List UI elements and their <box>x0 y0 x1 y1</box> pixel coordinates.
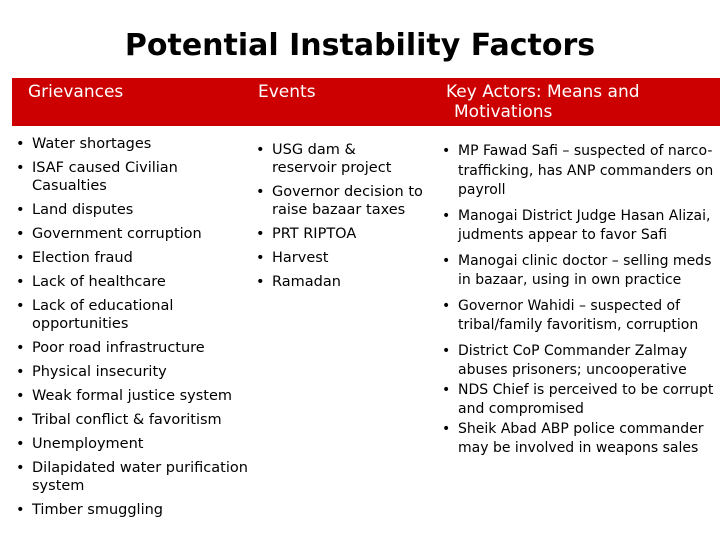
list-item: • Ramadan <box>254 273 424 291</box>
list-item: • Manogai District Judge Hasan Alizai, judments appear to favor Safi <box>440 207 720 246</box>
page-title: Potential Instability Factors <box>124 28 596 63</box>
list-item: • Government corruption <box>14 225 254 243</box>
key-actors-header-line1: Key Actors: Means and <box>446 82 640 102</box>
events-header: Events <box>258 82 316 102</box>
list-item: • Lack of educational opportunities <box>14 297 254 333</box>
list-item: • Lack of healthcare <box>14 273 254 291</box>
list-item: • PRT RIPTOA <box>254 225 424 243</box>
list-item: • Weak formal justice system <box>14 387 254 405</box>
key-actors-list <box>440 142 720 459</box>
events-list <box>254 141 424 297</box>
list-item: • Sheik Abad ABP police commander may be involved in weapons sales <box>440 420 720 459</box>
list-item: • Governor decision to raise bazaar taxes <box>254 183 424 219</box>
grievances-list <box>14 135 254 525</box>
list-item: • USG dam & reservoir project <box>254 141 424 177</box>
key-actors-header-line2: Motivations <box>454 102 553 122</box>
list-item: • ISAF caused Civilian Casualties <box>14 159 254 195</box>
list-item: • MP Fawad Safi – suspected of narco-trafficking, has ANP commanders on payroll <box>440 142 720 201</box>
list-item: • District CoP Commander Zalmay abuses prisoners; uncooperative <box>440 342 720 381</box>
key-actors-header <box>446 82 708 122</box>
grievances-header: Grievances <box>28 82 124 102</box>
list-item: • Land disputes <box>14 201 254 219</box>
list-item: • Harvest <box>254 249 424 267</box>
list-item: • Poor road infrastructure <box>14 339 254 357</box>
list-item: • Physical insecurity <box>14 363 254 381</box>
list-item: • Water shortages <box>14 135 254 153</box>
list-item: • Dilapidated water purification system <box>14 459 254 495</box>
list-item: • Timber smuggling <box>14 501 254 519</box>
list-item: • Election fraud <box>14 249 254 267</box>
list-item: • Unemployment <box>14 435 254 453</box>
list-item: • Manogai clinic doctor – selling meds in bazaar, using in own practice <box>440 252 720 291</box>
list-item: • NDS Chief is perceived to be corrupt and compromised <box>440 381 720 420</box>
list-item: • Tribal conflict & favoritism <box>14 411 254 429</box>
list-item: • Governor Wahidi – suspected of tribal/family favoritism, corruption <box>440 297 720 336</box>
